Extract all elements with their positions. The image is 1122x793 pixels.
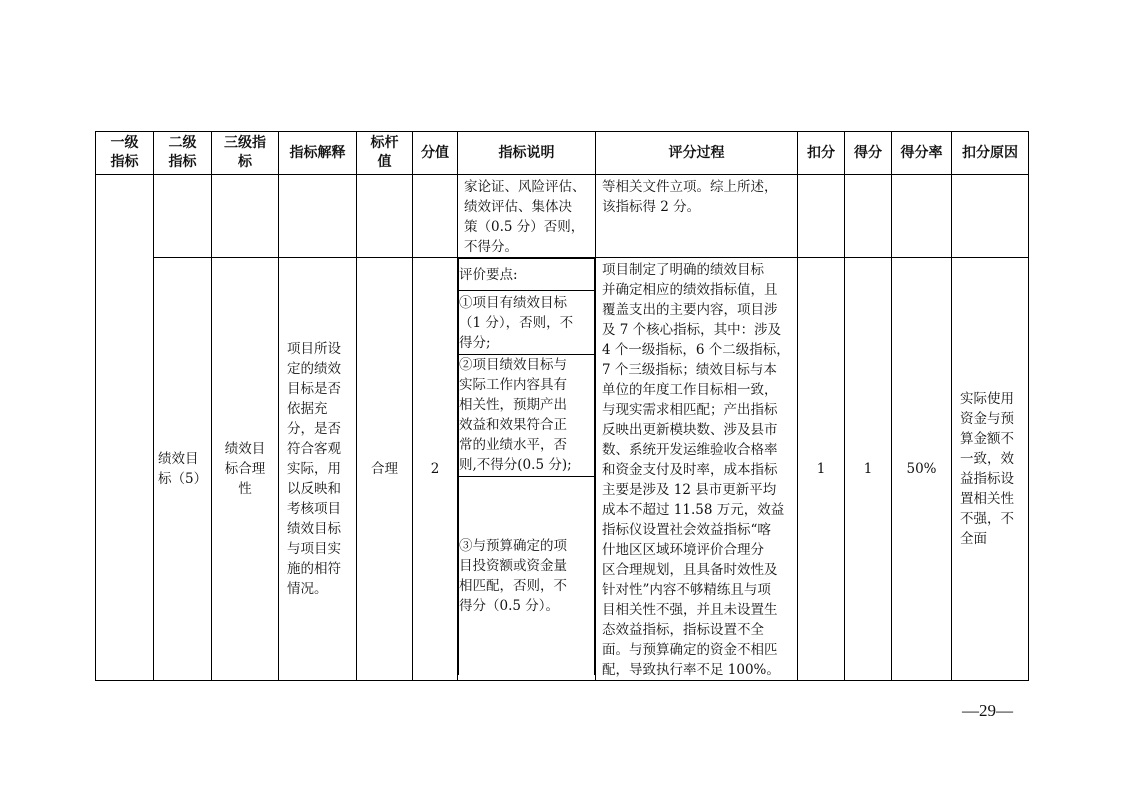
explanation-cell <box>279 175 357 258</box>
header-reason: 扣分原因 <box>952 132 1029 175</box>
header-score: 得分 <box>845 132 892 175</box>
reason-cell: 实际使用 资金与预 算金额不 一致，效 益指标设 置相关性 不强，不 全面 <box>952 258 1029 681</box>
process-cell: 等相关文件立项。综上所述， 该指标得 2 分。 <box>596 175 798 258</box>
point-item: ③与预算确定的项 目投资额或资金量 相匹配，否则，不 得分（0.5 分）。 <box>459 477 595 675</box>
header-score-value: 分值 <box>413 132 458 175</box>
level1-cell <box>96 175 154 681</box>
deduction-cell <box>798 175 845 258</box>
rate-cell <box>892 175 952 258</box>
page-number: —29— <box>962 701 1013 720</box>
score-value-cell <box>413 175 458 258</box>
header-rate: 得分率 <box>892 132 952 175</box>
level2-cell <box>154 175 212 258</box>
table-row <box>96 258 1029 681</box>
point-heading: 评价要点: <box>459 259 595 291</box>
header-deduction: 扣分 <box>798 132 845 175</box>
header-level2: 二级 指标 <box>154 132 212 175</box>
level3-cell <box>212 175 279 258</box>
point-item: ①项目有绩效目标 （1 分），否则，不 得分; <box>459 291 595 355</box>
score-cell <box>845 175 892 258</box>
header-level3: 三级指 标 <box>212 132 279 175</box>
evaluation-points <box>458 258 595 675</box>
header-benchmark: 标杆 值 <box>357 132 413 175</box>
description-cell: 家论证、风险评估、 绩效评估、集体决 策（0.5 分）否则， 不得分。 <box>458 175 596 258</box>
header-row <box>96 132 1029 175</box>
table-row <box>96 175 1029 258</box>
score-value-cell: 2 <box>413 258 458 681</box>
description-cell <box>458 258 596 681</box>
level3-cell: 绩效目 标合理 性 <box>212 258 279 681</box>
header-level1: 一级 指标 <box>96 132 154 175</box>
deduction-cell: 1 <box>798 258 845 681</box>
header-explanation: 指标解释 <box>279 132 357 175</box>
benchmark-cell: 合理 <box>357 258 413 681</box>
evaluation-table <box>95 131 1029 681</box>
header-process: 评分过程 <box>596 132 798 175</box>
level2-cell: 绩效目 标（5） <box>154 258 212 681</box>
reason-cell <box>952 175 1029 258</box>
explanation-cell: 项目所设 定的绩效 目标是否 依据充 分，是否 符合客观 实际，用 以反映和 考核项目 绩效目标 与项目实 施的相符 情况。 <box>279 258 357 681</box>
rate-cell: 50% <box>892 258 952 681</box>
point-item: ②项目绩效目标与 实际工作内容具有 相关性，预期产出 效益和效果符合正 常的业绩水平，否 则,不得分(0.5 分); <box>459 355 595 477</box>
process-cell: 项目制定了明确的绩效目标 并确定相应的绩效指标值，且 覆盖支出的主要内容，项目涉 及 7 个核心指标，其中：涉及 4 个一级指标，6 个二级指标， 7 个三级指标；绩效目标与本 单位的年度工作目标相一致， 与现实需求相匹配；产出指标 反映出更新模块数、涉及县市 数、系统开发运维验收合格率 和资金支付及时率，成本指标 主要是涉及 12 县市更新平均 成本不超过 11.58 万元，效益 指标仪设置社会效益指标“喀 什地区区域环境评价合理分 区合理规划，且具备时效性及 针对性”内容不够精练且与项 目相关性不强，并且未设置生 态效益指标，指标设置不全 面。与预算确定的资金不相匹 配，导致执行率不足 100%。 <box>596 258 798 681</box>
header-description: 指标说明 <box>458 132 596 175</box>
score-cell: 1 <box>845 258 892 681</box>
benchmark-cell <box>357 175 413 258</box>
